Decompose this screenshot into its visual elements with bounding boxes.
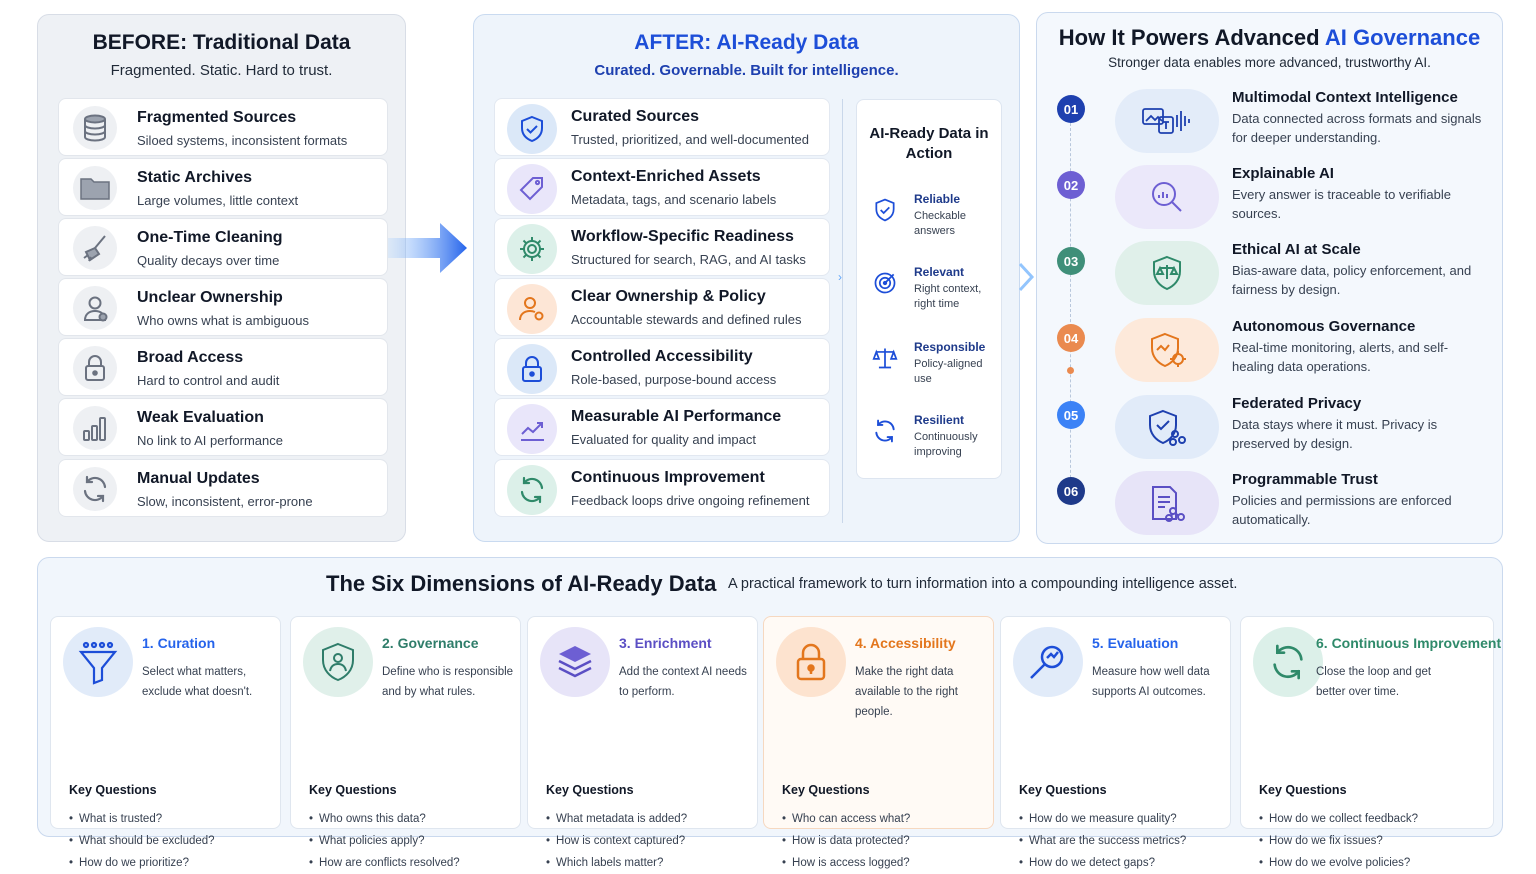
after-title: AFTER: AI-Ready Data [634,31,859,54]
question-item: • How is data protected? [782,830,910,852]
item-desc: Metadata, tags, and scenario labels [571,192,777,207]
item-desc: Data connected across formats and signals for deeper understanding. [1232,111,1482,145]
item-desc: Slow, inconsistent, error-prone [137,494,313,509]
dimension-desc: Close the loop and get better over time. [1316,666,1432,698]
item-title: Fragmented Sources [137,109,297,126]
item-title: Ethical AI at Scale [1232,241,1361,258]
item-title: Programmable Trust [1232,471,1378,488]
ai-ready-in-action-box [856,99,1002,479]
dimension-desc: Select what matters, exclude what doesn't. [142,666,253,698]
item-desc: Every answer is traceable to verifiable sources. [1232,187,1451,221]
lock-icon [776,627,846,697]
item-desc: Large volumes, little context [137,193,299,208]
powers-item-autonomous [1057,318,1487,388]
item-desc: Real-time monitoring, alerts, and self-healing data operations. [1232,340,1449,374]
item-desc: Bias-aware data, policy enforcement, and fairness by design. [1232,263,1472,297]
trend-chart-icon [507,404,557,454]
dimension-card-enrichment [527,616,758,869]
magnifier-chart-icon [1115,165,1219,229]
dimension-name: 5. Evaluation [1092,635,1179,651]
item-title: One-Time Cleaning [137,229,283,246]
questions-list [69,808,215,874]
shield-gear-icon [1115,318,1219,382]
after-divider [842,99,843,523]
step-number: 01 [1057,95,1085,123]
item-title: Federated Privacy [1232,395,1362,412]
dimension-card-governance [290,616,521,869]
tag-icon [507,164,557,214]
after-item-context-enriched [494,158,830,216]
dimension-desc: Make the right data available to the right people. [855,666,958,718]
magnifier-chart-icon [1013,627,1083,697]
question-item: • Who owns this data? [309,808,460,830]
dimension-name: 2. Governance [382,635,479,651]
before-item-fragmented-sources [58,98,388,156]
item-title: Controlled Accessibility [571,348,753,365]
funnel-icon [63,627,133,697]
item-desc: Structured for search, RAG, and AI tasks [571,252,806,267]
refresh-icon [507,465,557,515]
questions-list [309,808,460,874]
item-title: Multimodal Context Intelligence [1232,89,1458,106]
lock-icon [73,346,117,390]
dimension-name: 6. Continuous Improvement [1316,635,1502,651]
key-questions-label: Key Questions [546,783,634,797]
before-subtitle: Fragmented. Static. Hard to trust. [110,62,333,79]
user-gear-icon [507,284,557,334]
action-name: Relevant [914,265,965,279]
question-item: • What should be excluded? [69,830,215,852]
question-item: • What are the success metrics? [1019,830,1186,852]
item-desc: Role-based, purpose-bound access [571,372,777,387]
item-title: Broad Access [137,349,244,366]
after-subtitle: Curated. Governable. Built for intelligence. [594,62,899,79]
step-number: 06 [1057,477,1085,505]
item-title: Static Archives [137,169,253,186]
item-desc: No link to AI performance [137,433,283,448]
item-desc: Accountable stewards and defined rules [571,312,802,327]
question-item: • Which labels matter? [546,852,687,874]
item-desc: Who owns what is ambiguous [137,313,309,328]
multimodal-icon [1115,89,1219,153]
question-item: • What policies apply? [309,830,460,852]
question-item: • How do we prioritize? [69,852,215,874]
action-name: Responsible [914,340,986,354]
chevron-right-icon [1018,262,1034,297]
item-title: Autonomous Governance [1232,318,1416,335]
dimension-name: 3. Enrichment [619,635,712,651]
after-item-curated-sources [494,98,830,156]
key-questions-label: Key Questions [1019,783,1107,797]
dimension-card-accessibility [763,616,994,869]
layers-icon [540,627,610,697]
questions-list [546,808,687,874]
action-desc: Policy-aligned use [914,358,983,385]
action-desc: Continuously improving [914,431,978,458]
powers-title-accent: AI Governance [1324,25,1481,50]
question-item: • How are conflicts resolved? [309,852,460,874]
document-network-icon [1115,471,1219,535]
step-number: 02 [1057,171,1085,199]
step-number: 04 [1057,324,1085,352]
item-desc: Hard to control and audit [137,373,280,388]
dimension-card-continuous-improvement [1240,616,1502,869]
dimension-desc: Add the context AI needs to perform. [619,666,747,698]
question-item: • How do we fix issues? [1259,830,1418,852]
item-title: Explainable AI [1232,165,1334,182]
step-number: 03 [1057,247,1085,275]
transition-arrow-icon [388,220,468,281]
powers-item-programmable [1057,471,1487,541]
item-title: Curated Sources [571,108,700,125]
item-title: Manual Updates [137,470,260,487]
item-desc: Quality decays over time [137,253,280,268]
bar-chart-icon [73,406,117,450]
refresh-icon [1253,627,1323,697]
lock-icon [507,344,557,394]
after-item-measurable-performance [494,398,830,456]
shield-scale-icon [1115,241,1219,305]
chevron-right-icon: › [838,270,842,284]
powers-subtitle: Stronger data enables more advanced, trustworthy AI. [1108,55,1431,70]
action-title: AI-Ready Data in Action [869,125,989,162]
questions-list [1259,808,1418,874]
powers-item-ethical [1057,241,1487,311]
item-desc: Policies and permissions are enforced automatically. [1232,493,1452,527]
item-title: Workflow-Specific Readiness [571,228,794,245]
question-item: • How do we evolve policies? [1259,852,1418,874]
before-item-unclear-ownership [58,278,388,336]
dimension-name: 1. Curation [142,635,216,651]
before-item-one-time-cleaning [58,218,388,276]
before-item-static-archives [58,158,388,216]
question-item: • What is trusted? [69,808,215,830]
question-item: • Who can access what? [782,808,910,830]
item-desc: Evaluated for quality and impact [571,432,756,447]
question-item: • What metadata is added? [546,808,687,830]
item-title: Continuous Improvement [571,469,765,486]
powers-title [1037,25,1502,51]
question-item: • How do we detect gaps? [1019,852,1186,874]
shield-network-icon [1115,395,1219,459]
dimension-name: 4. Accessibility [855,635,956,651]
before-item-weak-evaluation [58,398,388,456]
folder-icon [73,166,117,210]
dimension-desc: Define who is responsible and by what rules. [382,666,514,698]
scale-icon [871,344,899,372]
item-title: Weak Evaluation [137,409,264,426]
key-questions-label: Key Questions [782,783,870,797]
after-item-continuous-improvement [494,459,830,517]
before-title: BEFORE: Traditional Data [92,31,351,54]
questions-list [782,808,910,874]
shield-check-icon [871,196,899,224]
dimension-card-evaluation [1000,616,1231,869]
shield-check-icon [507,104,557,154]
six-dimensions-panel [37,557,1503,869]
question-item: • How do we measure quality? [1019,808,1186,830]
refresh-icon [871,417,899,445]
questions-list [1019,808,1186,874]
after-item-workflow-readiness [494,218,830,276]
broom-icon [73,226,117,270]
powers-item-explainable [1057,165,1487,235]
before-item-broad-access [58,338,388,396]
question-item: • How is access logged? [782,852,910,874]
item-desc: Feedback loops drive ongoing refinement [571,493,810,508]
key-questions-label: Key Questions [69,783,157,797]
target-icon [871,269,899,297]
user-icon [73,286,117,330]
powers-title-plain: How It Powers Advanced [1058,25,1325,50]
powers-item-federated [1057,395,1487,465]
gear-icon [507,224,557,274]
after-item-controlled-access [494,338,830,396]
item-title: Clear Ownership & Policy [571,288,766,305]
dimensions-subtitle: A practical framework to turn information into a compounding intelligence asset. [728,576,1238,592]
key-questions-label: Key Questions [1259,783,1347,797]
item-title: Context-Enriched Assets [571,168,761,185]
action-desc: Right context, right time [914,283,982,310]
shield-user-icon [303,627,373,697]
item-title: Unclear Ownership [137,289,283,306]
database-icon [73,106,117,150]
item-title: Measurable AI Performance [571,408,782,425]
step-number: 05 [1057,401,1085,429]
action-desc: Checkable answers [914,210,966,237]
key-questions-label: Key Questions [309,783,397,797]
question-item: • How do we collect feedback? [1259,808,1418,830]
dimension-desc: Measure how well data supports AI outcomes. [1092,666,1210,698]
dimension-card-curation [50,616,281,869]
powers-item-multimodal [1057,89,1487,159]
dimensions-title: The Six Dimensions of AI-Ready Data [326,571,717,596]
after-item-clear-ownership [494,278,830,336]
before-item-manual-updates [58,459,388,517]
powers-panel [1036,12,1503,544]
after-panel [473,14,1020,542]
action-name: Resilient [914,413,965,427]
question-item: • How is context captured? [546,830,687,852]
item-desc: Trusted, prioritized, and well-documented [571,132,809,147]
before-panel [37,14,406,542]
refresh-icon [73,467,117,511]
item-desc: Data stays where it must. Privacy is preserved by design. [1232,417,1438,451]
item-desc: Siloed systems, inconsistent formats [137,133,348,148]
action-name: Reliable [914,192,961,206]
